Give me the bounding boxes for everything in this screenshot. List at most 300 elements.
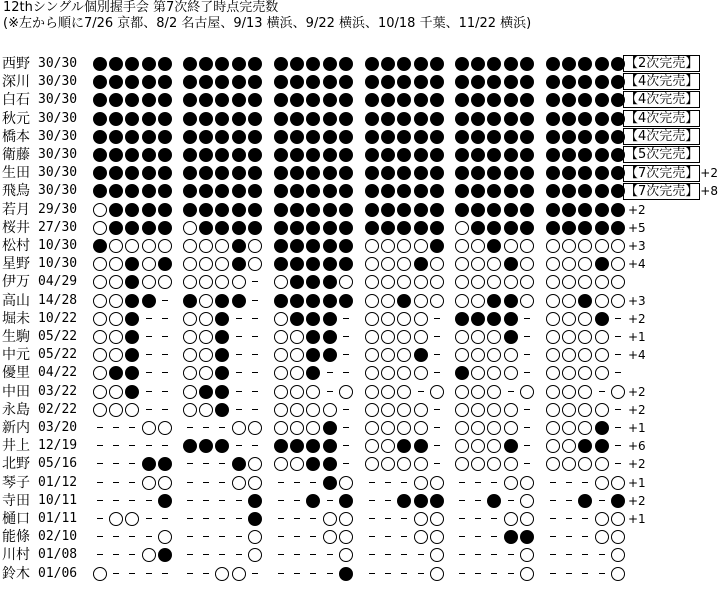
slot-open xyxy=(93,403,107,417)
slot-open xyxy=(365,330,379,344)
slot-filled xyxy=(125,203,139,217)
sold-count: 27/30 xyxy=(38,219,78,235)
slot-filled xyxy=(125,257,139,271)
slot-open xyxy=(562,421,576,435)
table-row xyxy=(0,237,715,255)
slot-open xyxy=(414,421,428,435)
slot-open xyxy=(248,476,262,490)
slot-filled xyxy=(487,221,501,235)
slot-open xyxy=(595,294,609,308)
slot-filled xyxy=(430,203,444,217)
slot-filled xyxy=(504,130,518,144)
slot-open xyxy=(595,348,609,362)
slot-filled xyxy=(455,130,469,144)
slot-filled xyxy=(306,494,320,508)
slot-open xyxy=(414,366,428,380)
slot-filled xyxy=(487,239,501,253)
slot-open xyxy=(183,348,197,362)
slot-none xyxy=(158,512,172,526)
slot-filled xyxy=(595,257,609,271)
slot-filled xyxy=(520,130,534,144)
slot-filled xyxy=(306,366,320,380)
slot-open xyxy=(199,275,213,289)
slot-none xyxy=(142,385,156,399)
slot-none xyxy=(546,548,560,562)
slot-open xyxy=(381,348,395,362)
slot-none xyxy=(323,494,337,508)
slot-filled xyxy=(381,75,395,89)
slot-filled xyxy=(595,439,609,453)
slot-none xyxy=(232,403,246,417)
slot-open xyxy=(611,548,625,562)
slot-filled xyxy=(125,166,139,180)
slot-none xyxy=(323,567,337,581)
slot-filled xyxy=(365,112,379,126)
slot-none xyxy=(232,385,246,399)
slot-open xyxy=(578,403,592,417)
slot-filled xyxy=(109,57,123,71)
slot-filled xyxy=(471,184,485,198)
increment-label: +1 xyxy=(628,512,646,526)
slot-filled xyxy=(365,221,379,235)
slot-none xyxy=(215,548,229,562)
table-row xyxy=(0,73,715,91)
slot-none xyxy=(430,457,444,471)
slot-filled xyxy=(306,166,320,180)
slot-none xyxy=(578,548,592,562)
slot-none xyxy=(232,330,246,344)
slot-open xyxy=(381,457,395,471)
member-name: 白石 xyxy=(2,92,30,109)
slot-filled xyxy=(430,112,444,126)
slot-none xyxy=(430,330,444,344)
slot-filled xyxy=(339,166,353,180)
slot-none xyxy=(183,548,197,562)
slot-none xyxy=(397,476,411,490)
slot-filled xyxy=(125,148,139,162)
slot-filled xyxy=(232,203,246,217)
slot-none xyxy=(125,476,139,490)
table-row xyxy=(0,346,715,364)
table-row xyxy=(0,383,715,401)
slot-filled xyxy=(93,184,107,198)
slot-filled xyxy=(183,148,197,162)
slot-filled xyxy=(290,257,304,271)
slot-open xyxy=(562,294,576,308)
member-name: 衛藤 xyxy=(2,147,30,163)
slot-filled xyxy=(414,112,428,126)
slot-none xyxy=(109,421,123,435)
slot-open xyxy=(232,476,246,490)
slot-open xyxy=(183,239,197,253)
slot-filled xyxy=(323,75,337,89)
slot-filled xyxy=(142,57,156,71)
slot-none xyxy=(339,439,353,453)
slot-none xyxy=(93,494,107,508)
slot-filled xyxy=(290,184,304,198)
slot-filled xyxy=(158,548,172,562)
sold-count: 30/30 xyxy=(38,74,78,90)
slot-open xyxy=(215,257,229,271)
slot-open xyxy=(339,476,353,490)
slot-filled xyxy=(125,275,139,289)
slot-filled xyxy=(274,93,288,107)
slot-open xyxy=(381,239,395,253)
table-row xyxy=(0,292,715,310)
slot-filled xyxy=(430,166,444,180)
slot-none xyxy=(274,548,288,562)
slot-none xyxy=(611,439,625,453)
slot-filled xyxy=(562,221,576,235)
slot-filled xyxy=(595,75,609,89)
slot-open xyxy=(504,457,518,471)
slot-filled xyxy=(306,221,320,235)
slot-filled xyxy=(397,203,411,217)
slot-open xyxy=(487,275,501,289)
sold-out-label: 【7次完売】 xyxy=(625,184,699,200)
slot-open xyxy=(455,330,469,344)
slot-none xyxy=(232,312,246,326)
member-name: 松村 xyxy=(2,238,30,254)
slot-none xyxy=(455,548,469,562)
slot-none xyxy=(323,366,337,380)
slot-open xyxy=(611,239,625,253)
increment-label: +2 xyxy=(628,402,646,417)
slot-filled xyxy=(142,93,156,107)
slot-open xyxy=(414,403,428,417)
slot-filled xyxy=(290,112,304,126)
slot-filled xyxy=(158,257,172,271)
slot-none xyxy=(562,530,576,544)
slot-filled xyxy=(125,366,139,380)
slot-filled xyxy=(323,476,337,490)
slot-none xyxy=(611,457,625,471)
slot-open xyxy=(611,257,625,271)
slot-open xyxy=(611,385,625,399)
slot-filled xyxy=(199,385,213,399)
slot-filled xyxy=(487,148,501,162)
slot-open xyxy=(504,512,518,526)
slot-none xyxy=(430,439,444,453)
slot-open xyxy=(93,385,107,399)
slot-open xyxy=(562,403,576,417)
slot-open xyxy=(520,257,534,271)
sold-count: 30/30 xyxy=(38,128,78,144)
slot-none xyxy=(215,421,229,435)
slot-filled xyxy=(248,494,262,508)
slot-filled xyxy=(306,130,320,144)
slot-none xyxy=(611,330,625,344)
slot-filled xyxy=(158,221,172,235)
slot-none xyxy=(142,530,156,544)
slot-filled xyxy=(471,166,485,180)
slot-open xyxy=(339,385,353,399)
slot-filled xyxy=(274,184,288,198)
slot-filled xyxy=(306,348,320,362)
slot-none xyxy=(381,567,395,581)
slot-open xyxy=(487,385,501,399)
slot-open xyxy=(142,275,156,289)
slot-filled xyxy=(562,93,576,107)
slot-open xyxy=(611,294,625,308)
slot-none xyxy=(595,385,609,399)
slot-filled xyxy=(323,294,337,308)
increment-label: +4 xyxy=(628,257,646,272)
slot-none xyxy=(414,548,428,562)
slot-open xyxy=(381,439,395,453)
slot-filled xyxy=(199,112,213,126)
slot-open xyxy=(562,366,576,380)
slot-filled xyxy=(109,112,123,126)
table-row xyxy=(0,528,715,546)
slot-filled xyxy=(306,75,320,89)
slot-filled xyxy=(232,148,246,162)
slot-filled xyxy=(339,294,353,308)
slot-open xyxy=(215,567,229,581)
slot-filled xyxy=(487,203,501,217)
slot-open xyxy=(183,275,197,289)
slot-filled xyxy=(125,130,139,144)
slot-filled xyxy=(487,93,501,107)
slot-none xyxy=(365,567,379,581)
slot-none xyxy=(142,330,156,344)
slot-open xyxy=(430,294,444,308)
slot-open xyxy=(365,257,379,271)
slot-open xyxy=(546,275,560,289)
slot-open xyxy=(274,275,288,289)
slot-filled xyxy=(455,75,469,89)
slot-filled xyxy=(306,93,320,107)
table-row xyxy=(0,201,715,219)
slot-none xyxy=(248,348,262,362)
member-name: 若月 xyxy=(2,201,30,218)
slot-filled xyxy=(232,112,246,126)
slot-none xyxy=(232,548,246,562)
sold-out-badge xyxy=(623,146,700,164)
sold-count: 10/11 xyxy=(38,492,78,508)
slot-open xyxy=(455,385,469,399)
sold-count: 03/22 xyxy=(38,383,78,399)
sold-count: 30/30 xyxy=(38,147,78,162)
slot-filled xyxy=(414,348,428,362)
increment-label: +1 xyxy=(628,330,646,344)
slot-filled xyxy=(274,166,288,180)
slot-none xyxy=(339,348,353,362)
slot-filled xyxy=(546,112,560,126)
slot-open xyxy=(109,257,123,271)
slot-none xyxy=(199,421,213,435)
member-name: 樋口 xyxy=(2,511,30,527)
member-name: 井上 xyxy=(2,438,30,455)
slot-filled xyxy=(142,184,156,198)
slot-filled xyxy=(199,221,213,235)
slot-none xyxy=(142,567,156,581)
slot-filled xyxy=(504,203,518,217)
slot-open xyxy=(142,476,156,490)
slot-filled xyxy=(215,166,229,180)
slot-filled xyxy=(504,530,518,544)
slot-filled xyxy=(306,275,320,289)
slot-filled xyxy=(397,294,411,308)
slot-filled xyxy=(323,457,337,471)
slot-filled xyxy=(381,57,395,71)
slot-filled xyxy=(215,385,229,399)
slot-filled xyxy=(232,130,246,144)
slot-open xyxy=(274,366,288,380)
slot-filled xyxy=(125,348,139,362)
slot-open xyxy=(595,239,609,253)
member-name: 秋元 xyxy=(2,110,30,127)
slot-filled xyxy=(215,366,229,380)
slot-filled xyxy=(274,257,288,271)
slot-filled xyxy=(158,93,172,107)
slot-open xyxy=(578,275,592,289)
slot-filled xyxy=(215,184,229,198)
slot-filled xyxy=(93,130,107,144)
slot-filled xyxy=(232,184,246,198)
slot-open xyxy=(365,403,379,417)
slot-filled xyxy=(215,330,229,344)
slot-open xyxy=(520,385,534,399)
slot-open xyxy=(471,330,485,344)
slot-filled xyxy=(504,57,518,71)
slot-none xyxy=(471,494,485,508)
slot-none xyxy=(546,512,560,526)
slot-open xyxy=(455,348,469,362)
slot-none xyxy=(306,530,320,544)
slot-filled xyxy=(546,75,560,89)
sold-out-label: 【4次完売】 xyxy=(625,128,699,144)
sold-count: 04/29 xyxy=(38,274,78,290)
slot-open xyxy=(430,385,444,399)
slot-open xyxy=(430,512,444,526)
slot-none xyxy=(611,366,625,380)
increment-label: +2 xyxy=(700,166,718,181)
slot-filled xyxy=(199,184,213,198)
sold-out-badge xyxy=(623,91,700,109)
slot-none xyxy=(158,366,172,380)
slot-filled xyxy=(595,148,609,162)
slot-none xyxy=(520,403,534,417)
slot-filled xyxy=(520,203,534,217)
member-name: 川村 xyxy=(2,547,30,564)
slot-open xyxy=(455,439,469,453)
slot-open xyxy=(562,385,576,399)
slot-none xyxy=(611,403,625,417)
slot-open xyxy=(365,239,379,253)
slot-none xyxy=(93,421,107,435)
slot-none xyxy=(158,403,172,417)
slot-none xyxy=(142,439,156,453)
slot-open xyxy=(199,312,213,326)
sold-count: 05/22 xyxy=(38,329,78,344)
slot-filled xyxy=(487,75,501,89)
slot-filled xyxy=(183,439,197,453)
table-row xyxy=(0,437,715,455)
slot-filled xyxy=(109,75,123,89)
table-row xyxy=(0,182,718,200)
slot-open xyxy=(562,330,576,344)
slot-filled xyxy=(520,112,534,126)
table-row xyxy=(0,328,715,346)
table-row xyxy=(0,219,715,237)
slot-filled xyxy=(290,166,304,180)
slot-none xyxy=(578,567,592,581)
slot-open xyxy=(455,257,469,271)
slot-filled xyxy=(290,203,304,217)
slot-open xyxy=(381,403,395,417)
slot-none xyxy=(142,312,156,326)
slot-none xyxy=(504,567,518,581)
slot-none xyxy=(93,457,107,471)
slot-open xyxy=(546,403,560,417)
slot-filled xyxy=(183,57,197,71)
slot-open xyxy=(595,476,609,490)
slot-filled xyxy=(595,312,609,326)
slot-none xyxy=(248,330,262,344)
slot-filled xyxy=(381,221,395,235)
sold-out-label: 【4次完売】 xyxy=(625,92,699,108)
slot-filled xyxy=(93,57,107,71)
sold-count: 30/30 xyxy=(38,92,78,108)
slot-none xyxy=(109,548,123,562)
page-title: 12thシングル個別握手会 第7次終了時点完売数 xyxy=(3,0,279,15)
slot-none xyxy=(520,348,534,362)
slot-filled xyxy=(215,294,229,308)
slot-filled xyxy=(455,166,469,180)
slot-open xyxy=(546,239,560,253)
slot-open xyxy=(578,385,592,399)
slot-filled xyxy=(520,221,534,235)
slot-open xyxy=(274,385,288,399)
slot-open xyxy=(93,203,107,217)
sold-count: 03/20 xyxy=(38,420,78,435)
slot-filled xyxy=(455,366,469,380)
increment-label: +4 xyxy=(628,348,646,363)
slot-filled xyxy=(274,239,288,253)
slot-filled xyxy=(578,294,592,308)
slot-filled xyxy=(158,75,172,89)
slot-filled xyxy=(455,93,469,107)
slot-open xyxy=(397,330,411,344)
slot-open xyxy=(125,403,139,417)
slot-none xyxy=(232,439,246,453)
slot-open xyxy=(365,439,379,453)
slot-filled xyxy=(455,148,469,162)
slot-open xyxy=(290,348,304,362)
slot-open xyxy=(397,257,411,271)
slot-open xyxy=(562,275,576,289)
slot-open xyxy=(381,257,395,271)
sold-out-badge xyxy=(623,110,700,128)
slot-filled xyxy=(125,184,139,198)
slot-open xyxy=(546,257,560,271)
slot-filled xyxy=(109,203,123,217)
slot-filled xyxy=(306,148,320,162)
member-name: 生駒 xyxy=(2,329,30,345)
slot-open xyxy=(397,457,411,471)
slot-none xyxy=(183,567,197,581)
slot-filled xyxy=(397,93,411,107)
slot-filled xyxy=(248,112,262,126)
table-row xyxy=(0,492,715,510)
slot-none xyxy=(199,530,213,544)
slot-open xyxy=(93,275,107,289)
slot-open xyxy=(248,239,262,253)
slot-open xyxy=(199,348,213,362)
slot-none xyxy=(562,512,576,526)
increment-label: +2 xyxy=(628,384,646,399)
